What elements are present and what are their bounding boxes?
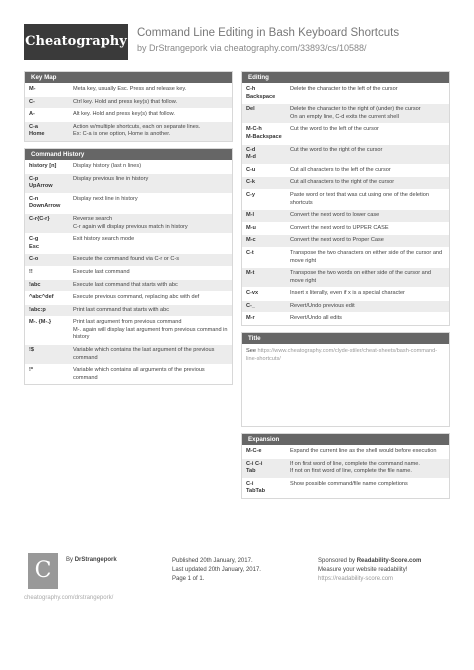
shortcut-row — [25, 213, 232, 233]
sponsor-url[interactable]: https://readability-score.com — [318, 576, 394, 582]
shortcut-key: M-c — [246, 237, 256, 244]
shortcut-row — [242, 123, 449, 143]
page-title: Command Line Editing in Bash Keyboard Shortcuts — [137, 27, 400, 39]
byline-by: by — [137, 43, 147, 53]
shortcut-row — [242, 445, 449, 458]
shortcut-description: Execute last command — [73, 268, 130, 275]
shortcut-row — [242, 209, 449, 222]
sponsor-tagline: Measure your website readability! — [318, 567, 408, 573]
shortcut-row — [25, 121, 232, 141]
shortcut-key: C-o — [29, 256, 39, 263]
shortcut-row — [242, 312, 449, 325]
shortcut-key: Del — [246, 106, 255, 113]
shortcut-description: Convert the next word to lower case — [290, 212, 380, 219]
shortcut-row — [25, 344, 232, 364]
shortcut-key: !* — [29, 367, 34, 374]
shortcut-description: Cut the word to the right of the cursor — [290, 146, 383, 153]
shortcut-key: A- — [29, 111, 35, 118]
shortcut-key: C-g Esc — [29, 236, 39, 250]
shortcut-row — [25, 108, 232, 121]
shortcut-description: Show possible command/file name completions — [290, 480, 408, 487]
shortcut-description: Display previous line in history — [73, 175, 149, 182]
shortcut-row — [242, 144, 449, 164]
footer-dates — [172, 557, 261, 584]
shortcut-row — [242, 83, 449, 103]
sheet-url-link[interactable]: cheatography.com/33893/cs/10588/ — [224, 43, 367, 53]
shortcut-key: !! — [29, 268, 33, 275]
page-count: Page 1 of 1. — [172, 576, 205, 582]
expansion-rows — [242, 445, 449, 498]
footer-sponsor — [318, 557, 421, 584]
shortcut-description: Execute last command that starts with abc — [73, 281, 178, 288]
shortcut-row — [242, 247, 449, 267]
shortcut-row — [25, 173, 232, 193]
shortcut-row — [242, 103, 449, 123]
shortcut-key: C-p UpArrow — [29, 175, 53, 190]
shortcut-key: C-r{C-r} — [29, 215, 50, 222]
right-column — [241, 71, 450, 505]
shortcut-description: Cut all characters to the left of the cursor — [290, 166, 391, 173]
shortcut-key: M-C-e — [246, 448, 262, 455]
shortcut-row — [242, 300, 449, 313]
shortcut-key: M-t — [246, 270, 255, 277]
byline — [137, 43, 367, 53]
shortcut-description: Cut all characters to the right of the cursor — [290, 179, 395, 186]
shortcut-key: M- — [29, 86, 36, 92]
left-column — [24, 71, 233, 391]
editing-heading: Editing — [242, 72, 449, 83]
shortcut-key: M-r — [246, 315, 255, 322]
title-body — [242, 344, 449, 426]
shortcut-row — [25, 304, 232, 317]
updated-date: Last updated 20th January, 2017. — [172, 567, 261, 573]
shortcut-description: Insert x literally, even if x is a special character — [290, 290, 405, 297]
shortcut-description: Delete the character to the left of the cursor — [290, 86, 398, 92]
shortcut-description: Display next line in history — [73, 195, 138, 202]
shortcut-key: M-. {M-.} — [29, 319, 52, 326]
history-heading: Command History — [25, 149, 232, 160]
shortcut-row — [242, 222, 449, 235]
keymap-section — [24, 71, 233, 142]
shortcut-row — [25, 266, 232, 279]
shortcut-row — [242, 164, 449, 177]
shortcut-description: Convert the next word to UPPER CASE — [290, 224, 389, 231]
shortcut-key: C-i C-i Tab — [246, 460, 263, 475]
editing-rows — [242, 83, 449, 325]
shortcut-description: Execute the command found via C-r or C-s — [73, 256, 180, 263]
author-link[interactable]: DrStrangepork — [149, 43, 208, 53]
shortcut-key: !abc:p — [29, 306, 46, 313]
shortcut-row — [25, 279, 232, 292]
expansion-section — [241, 433, 450, 499]
shortcut-description: Meta key, usually Esc. Press and release key. — [73, 86, 187, 92]
shortcut-description: Execute previous command, replacing abc with def — [73, 294, 200, 301]
sponsor-line — [318, 557, 421, 566]
shortcut-key: C-a Home — [29, 123, 45, 138]
shortcut-description: Variable which contains the last argument of the previous command — [73, 347, 215, 361]
shortcut-description: Revert/Undo all edits — [290, 315, 342, 322]
shortcut-row — [242, 234, 449, 247]
sponsored-label: Sponsored by — [318, 558, 356, 564]
shortcut-row — [242, 478, 449, 498]
shortcut-description: Ctrl key. Hold and press key(s) that follow. — [73, 98, 178, 105]
shortcut-key: C-vx — [246, 290, 259, 297]
shortcut-description: Revert/Undo previous edit — [290, 302, 355, 309]
shortcut-key: C-y — [246, 191, 256, 198]
keymap-rows — [25, 83, 232, 141]
shortcut-row — [242, 287, 449, 300]
author-avatar[interactable]: C — [28, 553, 58, 589]
shortcut-key: ^abc^def — [29, 294, 54, 301]
shortcut-row — [25, 160, 232, 173]
shortcut-key: M-l — [246, 212, 255, 219]
shortcut-description: Print last command that starts with abc — [73, 306, 170, 313]
editing-section — [241, 71, 450, 326]
title-heading: Title — [242, 333, 449, 344]
footer-author-link[interactable]: DrStrangepork — [74, 557, 117, 563]
shortcut-row — [242, 189, 449, 209]
shortcut-key: C- — [29, 98, 35, 105]
shortcut-description: Display history (last n lines) — [73, 162, 142, 169]
footer-by-label: By — [66, 557, 74, 563]
shortcut-key: C-_ — [246, 302, 256, 309]
sponsor-link[interactable]: Readability-Score.com — [356, 558, 422, 564]
shortcut-row — [242, 458, 449, 478]
shortcut-description: Action w/multiple shortcuts, each on separate lines. Ex: C-a is one option, Home is another. — [73, 123, 201, 138]
shortcut-key: C-u — [246, 166, 256, 173]
shortcut-row — [25, 253, 232, 266]
shortcut-key: M-u — [246, 224, 256, 231]
shortcut-row — [25, 316, 232, 344]
shortcut-description: Reverse search C-r again will display previous match in history — [73, 215, 188, 230]
reference-link[interactable]: https://www.cheatography.com/clyde-stiler/cheat-sheets/bash-command-line-shortcuts/ — [246, 348, 438, 362]
shortcut-description: Transpose the two words on either side of the cursor and move right — [290, 270, 431, 284]
shortcut-row — [25, 291, 232, 304]
cheatography-logo[interactable]: Cheatography — [24, 24, 128, 60]
shortcut-row — [25, 233, 232, 253]
profile-url[interactable]: cheatography.com/drstrangepork/ — [24, 595, 114, 601]
shortcut-key: !$ — [29, 347, 34, 354]
footer-author — [66, 557, 117, 563]
shortcut-row — [242, 176, 449, 189]
shortcut-description: Alt key. Hold and press key(s) that follow. — [73, 111, 175, 118]
shortcut-key: C-n DownArrow — [29, 195, 61, 210]
shortcut-key: C-i TabTab — [246, 480, 266, 495]
expansion-heading: Expansion — [242, 434, 449, 445]
shortcut-description: Convert the next word to Proper Case — [290, 237, 384, 244]
shortcut-row — [25, 83, 232, 96]
shortcut-description: Cut the word to the left of the cursor — [290, 126, 379, 133]
shortcut-description: Transpose the two characters on either side of the cursor and move right — [290, 249, 443, 264]
shortcut-key: C-k — [246, 179, 256, 186]
keymap-heading: Key Map — [25, 72, 232, 83]
shortcut-key: !abc — [29, 281, 41, 288]
published-date: Published 20th January, 2017. — [172, 558, 253, 564]
page-header — [24, 24, 450, 64]
shortcut-description: If on first word of line, complete the command name. If not on first word of line, complete the file name. — [290, 460, 420, 475]
shortcut-description: Expand the current line as the shell would before execution — [290, 448, 437, 455]
shortcut-row — [25, 96, 232, 109]
byline-via: via — [210, 43, 222, 53]
history-rows — [25, 160, 232, 384]
shortcut-description: Variable which contains all arguments of the previous command — [73, 367, 205, 381]
shortcut-row — [25, 193, 232, 213]
shortcut-key: M-C-h M-Backspace — [246, 126, 282, 140]
shortcut-key: C-t — [246, 249, 254, 256]
see-label: See — [246, 348, 256, 355]
shortcut-key: C-h Backspace — [246, 86, 276, 100]
shortcut-row — [242, 267, 449, 287]
shortcut-key: C-d M-d — [246, 146, 256, 161]
history-section — [24, 148, 233, 385]
shortcut-description: Print last argument from previous command M-. again will display last argument from previous command in history — [73, 319, 228, 341]
shortcut-row — [25, 364, 232, 384]
shortcut-description: Delete the character to the right of (under) the cursor On an empty line, C-d exits the current shell — [290, 106, 421, 120]
shortcut-key: history [n] — [29, 162, 57, 169]
title-section — [241, 332, 450, 427]
shortcut-description: Exit history search mode — [73, 236, 135, 243]
shortcut-description: Paste word or text that was cut using one of the deletion shortcuts — [290, 191, 429, 206]
